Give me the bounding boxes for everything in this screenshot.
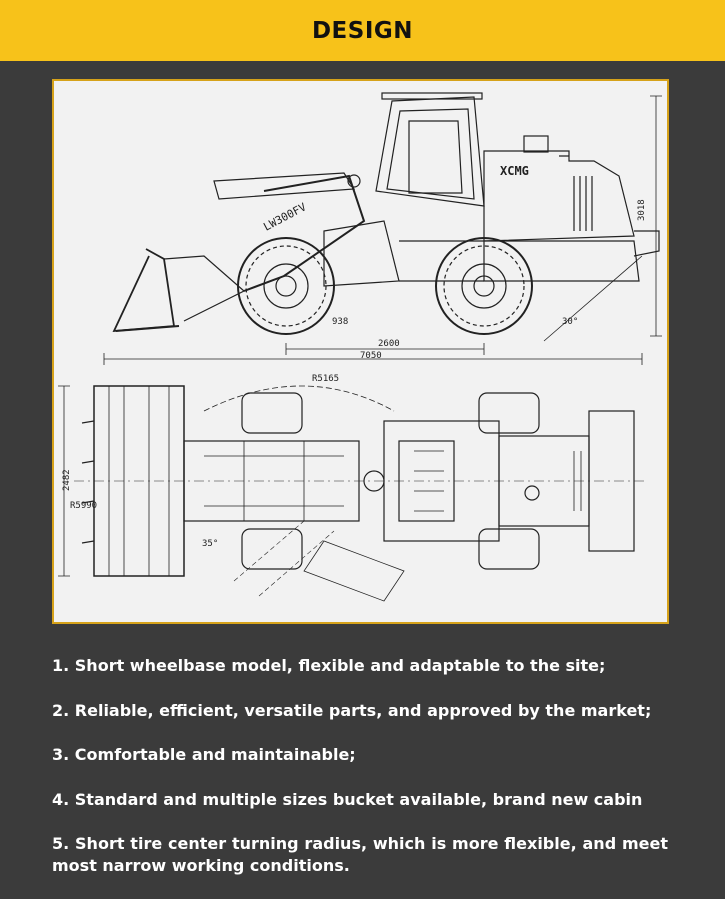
bucket-radius-dimension: R5990: [70, 501, 98, 511]
section-header: [0, 0, 725, 61]
feature-item: 5. Short tire center turning radius, which is more flexible, and meet most narrow working conditions.: [52, 834, 668, 875]
front-wheel: [238, 238, 334, 334]
feature-item: 3. Comfortable and maintainable;: [52, 745, 356, 764]
feature-item: 4. Standard and multiple sizes bucket available, brand new cabin: [52, 790, 643, 809]
angle-dimension: 30°: [562, 317, 579, 327]
model-label: LW300FV: [261, 200, 309, 234]
technical-drawing: [52, 79, 669, 624]
brand-logo: XCMG: [500, 164, 529, 178]
section-title: DESIGN: [311, 17, 414, 44]
turn-radius-dimension: R5165: [312, 374, 340, 384]
loader-blueprint: [54, 81, 667, 622]
wheelbase-dimension: 2600: [378, 339, 400, 349]
height-dimension: 3018: [637, 199, 647, 221]
feature-item: 1. Short wheelbase model, flexible and adaptable to the site;: [52, 656, 606, 675]
clearance-dimension: 938: [332, 317, 349, 327]
length-dimension: 7050: [360, 351, 382, 361]
steer-angle-dimension: 35°: [202, 539, 219, 549]
side-view: [104, 93, 662, 365]
top-view: [58, 374, 644, 601]
width-dimension: 2482: [62, 469, 72, 491]
feature-item: 2. Reliable, efficient, versatile parts, and approved by the market;: [52, 701, 652, 720]
